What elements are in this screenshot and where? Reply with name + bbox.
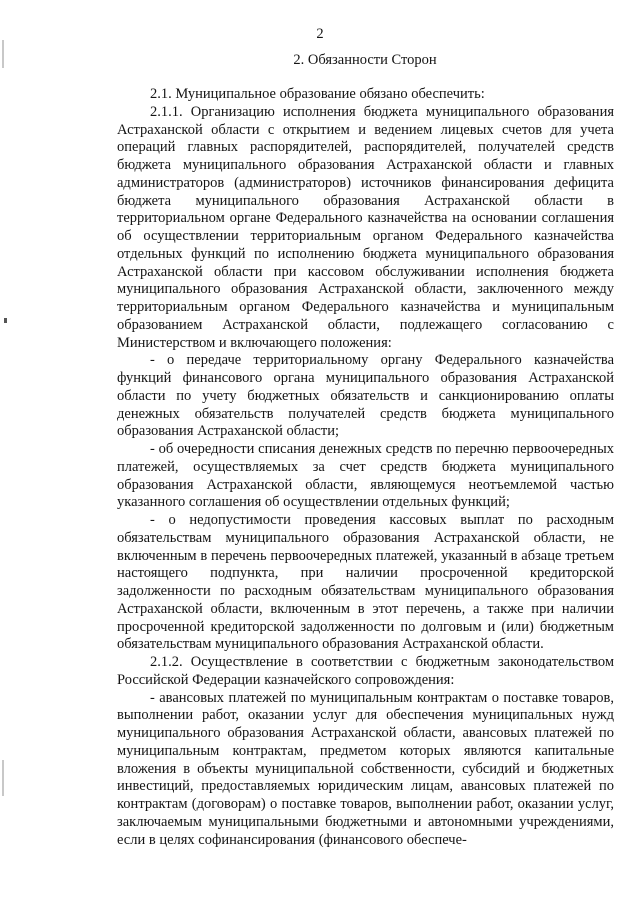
scan-edge-mark bbox=[2, 760, 4, 796]
paragraph: 2.1.1. Организацию исполнения бюджета муниципального образования Астраханской области с открытием и ведением лицевых счетов для учета операций главных распорядителей, распорядителей, получателей средств бюджета муниципального образования Астраханской области и главных администраторов (администраторов) источников финансирования дефицита бюджета муниципального образования Астраханской области в территориальном органе Федерального казначейства на основании соглашения об осуществлении территориальным органом Федерального казначейства отдельных функций по исполнению бюджета муниципального образования Астраханской области при кассовом обслуживании исполнения бюджета муниципального образования Астраханской области, заключенного между территориальным органом Федерального казначейства и муниципальным образованием Астраханской области, подлежащего согласованию с Министерством и включающего положения: bbox=[117, 103, 614, 351]
list-item: - о передаче территориальному органу Федерального казначейства функций финансового органа муниципального образования Астраханской области по учету бюджетных обязательств и санкционированию оплаты денежных обязательств получателей средств бюджета муниципального образования Астраханской области; bbox=[117, 352, 614, 440]
paragraph: 2.1.2. Осуществление в соответствии с бюджетным законодательством Российской Федерации казначейского сопровождения: bbox=[117, 654, 614, 688]
page-number: 2 bbox=[316, 26, 324, 42]
list-item: - об очередности списания денежных средств по перечню первоочередных платежей, осуществляемых за счет средств бюджета муниципального образования Астраханской области, являющемуся неотъемлемой частью указанного соглашения об осуществлении отдельных функций; bbox=[117, 441, 614, 511]
paragraph: 2.1. Муниципальное образование обязано обеспечить: bbox=[150, 86, 485, 102]
list-item: - о недопустимости проведения кассовых выплат по расходным обязательствам муниципального образования Астраханской области, не включенным в перечень первоочередных платежей, указанный в абзаце третьем настоящего подпункта, при наличии просроченной кредиторской задолженности по расходным обязательствам муниципального образования Астраханской области, включенным в этот перечень, а также при наличии просроченной кредиторской задолженности по долговым и (или) бюджетным обязательствам муниципального образования Астраханской области. bbox=[117, 512, 614, 653]
section-heading: 2. Обязанности Сторон bbox=[293, 52, 437, 68]
scan-speck bbox=[4, 318, 7, 323]
document-body bbox=[117, 86, 614, 849]
list-item: - авансовых платежей по муниципальным контрактам о поставке товаров, выполнении работ, оказании услуг для обеспечения муниципальных нужд муниципального образования Астраханской области, авансовых платежей по муниципальным контрактам, предметом которых являются капитальные вложения в объекты муниципальной собственности, субсидий и бюджетных инвестиций, предоставляемых юридическим лицам, авансовых платежей по контрактам (договорам) о поставке товаров, выполнении работ, оказании услуг, заключаемым муниципальными бюджетными и автономными учреждениями, если в целях софинансирования (финансового обеспече- bbox=[117, 689, 614, 848]
